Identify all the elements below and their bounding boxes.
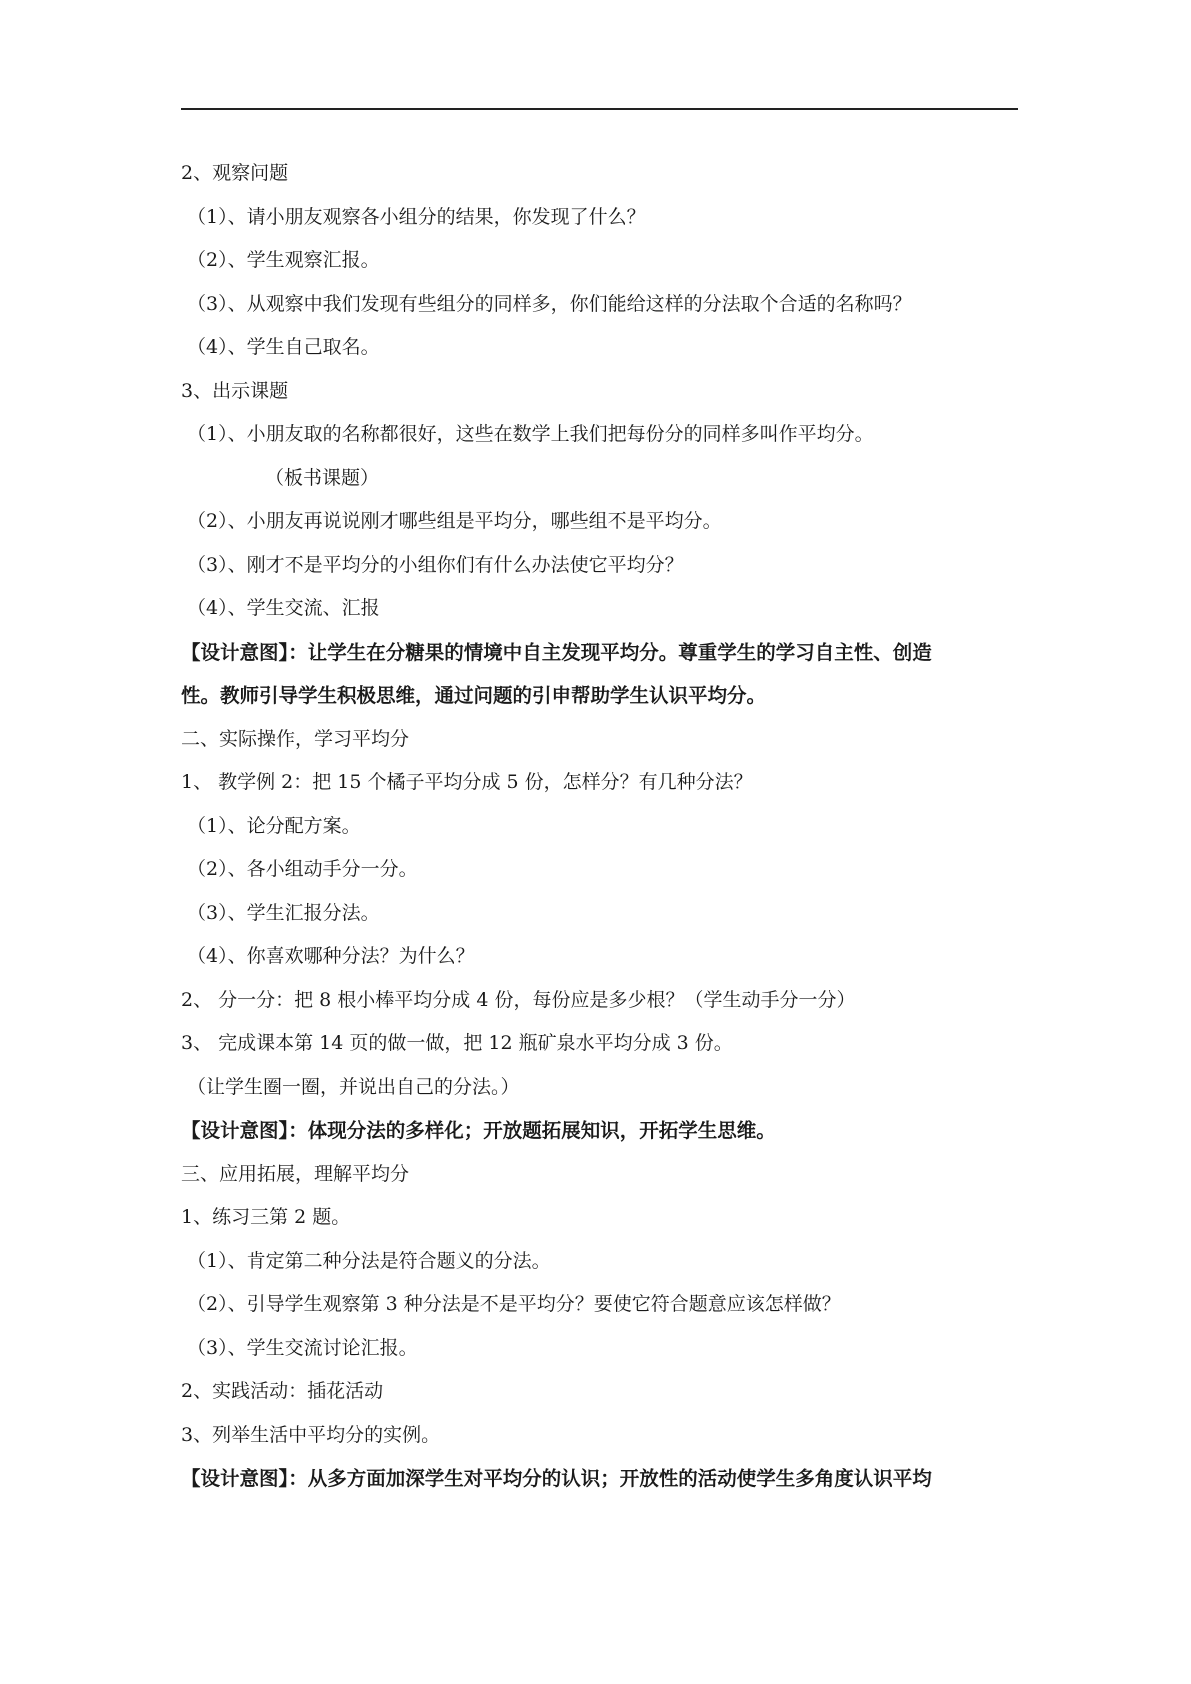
numbered-item: 3、 完成课本第 14 页的做一做，把 12 瓶矿泉水平均分成 3 份。 bbox=[181, 1032, 733, 1054]
list-item: （1）、小朋友取的名称都很好，这些在数学上我们把每份分的同样多叫作平均分。 bbox=[187, 423, 874, 445]
list-item: （1）、请小朋友观察各小组分的结果，你发现了什么？ bbox=[187, 205, 646, 228]
list-item: （4）、学生自己取名。 bbox=[187, 336, 380, 358]
document-body bbox=[181, 152, 1021, 1501]
numbered-item: 3、列举生活中平均分的实例。 bbox=[181, 1423, 441, 1446]
header-rule bbox=[181, 108, 1018, 110]
list-item: （4）、你喜欢哪种分法？为什么？ bbox=[187, 945, 475, 967]
list-item: （1）、论分配方案。 bbox=[187, 814, 361, 837]
design-intent-note-continued: 性。教师引导学生积极思维，通过问题的引申帮助学生认识平均分。 bbox=[181, 684, 767, 707]
design-intent-note: 【设计意图】：体现分法的多样化；开放题拓展知识，开拓学生思维。 bbox=[181, 1119, 776, 1142]
list-item: （3）、刚才不是平均分的小组你们有什么办法使它平均分？ bbox=[187, 553, 684, 576]
list-item: （3）、学生汇报分法。 bbox=[187, 901, 380, 924]
list-item: （2）、引导学生观察第 3 种分法是不是平均分？要使它符合题意应该怎样做？ bbox=[187, 1293, 841, 1315]
list-item: （4）、学生交流、汇报 bbox=[187, 597, 380, 619]
list-item: （3）、学生交流讨论汇报。 bbox=[187, 1336, 418, 1359]
numbered-item: 1、练习三第 2 题。 bbox=[181, 1206, 351, 1228]
list-item: （让学生圈一圈，并说出自己的分法。） bbox=[187, 1075, 520, 1098]
design-intent-note: 【设计意图】：让学生在分糖果的情境中自主发现平均分。尊重学生的学习自主性、创造 bbox=[181, 640, 932, 664]
section-heading-practice: 二、实际操作，学习平均分 bbox=[181, 727, 410, 750]
heading-show-topic: 3、出示课题 bbox=[181, 379, 289, 402]
board-note: （板书课题） bbox=[265, 466, 380, 489]
list-item: （3）、从观察中我们发现有些组分的同样多，你们能给这样的分法取个合适的名称吗？ bbox=[187, 292, 912, 315]
numbered-item: 2、 分一分：把 8 根小棒平均分成 4 份，每份应是多少根？（学生动手分一分） bbox=[181, 988, 856, 1011]
heading-observe-problem: 2、观察问题 bbox=[181, 162, 289, 184]
list-item: （2）、学生观察汇报。 bbox=[187, 249, 380, 271]
list-item: （2）、各小组动手分一分。 bbox=[187, 858, 418, 880]
list-item: （1）、肯定第二种分法是符合题义的分法。 bbox=[187, 1249, 551, 1272]
section-heading-application: 三、应用拓展，理解平均分 bbox=[181, 1162, 410, 1185]
numbered-item: 1、 教学例 2：把 15 个橘子平均分成 5 份，怎样分？有几种分法？ bbox=[181, 771, 753, 793]
numbered-item: 2、实践活动：插花活动 bbox=[181, 1380, 384, 1402]
design-intent-note: 【设计意图】：从多方面加深学生对平均分的认识；开放性的活动使学生多角度认识平均 bbox=[181, 1467, 932, 1490]
list-item: （2）、小朋友再说说刚才哪些组是平均分，哪些组不是平均分。 bbox=[187, 510, 722, 532]
